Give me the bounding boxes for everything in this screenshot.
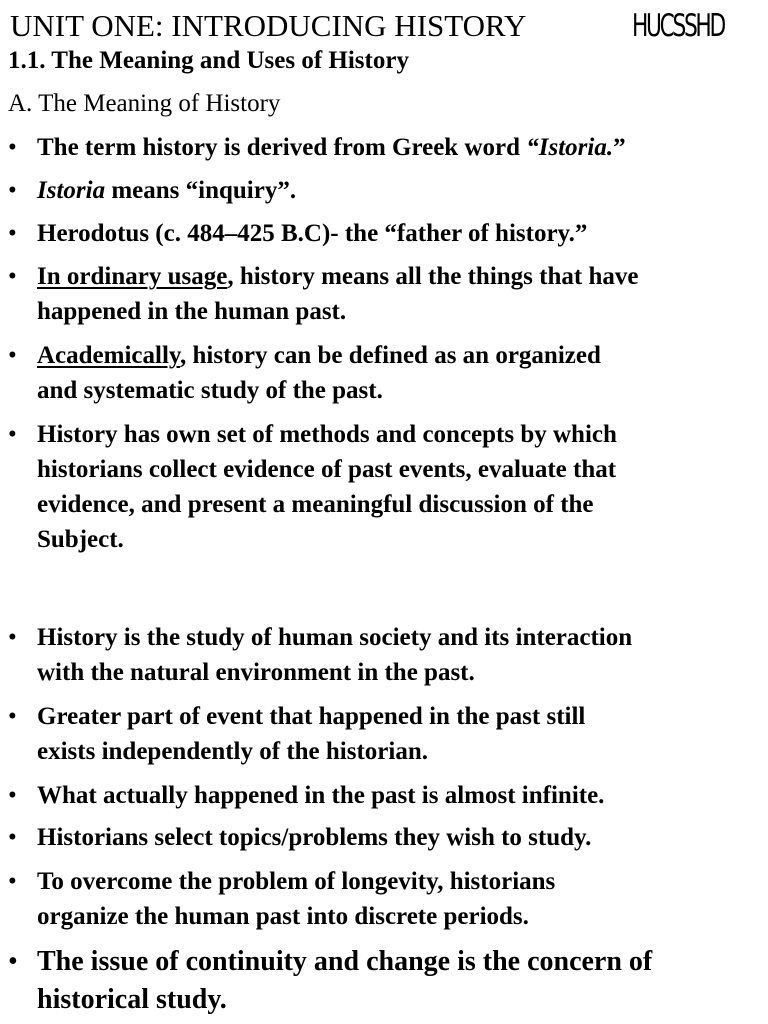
- bullet-icon: •: [8, 824, 17, 851]
- bullet-icon: •: [8, 342, 17, 369]
- bullet-text-line2: historical study.: [37, 984, 227, 1015]
- bullet-text-line3: evidence, and present a meaningful discussion of the: [37, 491, 594, 518]
- bullet-text: , history means all the things that have: [227, 263, 639, 290]
- header: [10, 6, 760, 46]
- bullet-icon: •: [8, 782, 17, 809]
- bullet-icon: •: [8, 703, 17, 730]
- bullet-italic-term: “Istoria.: [526, 134, 614, 161]
- bullet-text-line2: organize the human past into discrete periods.: [37, 903, 529, 930]
- bullet-text-line2: historians collect evidence of past events, evaluate that: [37, 456, 617, 483]
- bullet-icon: •: [8, 624, 17, 651]
- bullet-text: Herodotus (c. 484–425 B.C)- the “father of history.”: [37, 220, 588, 247]
- bullet-text-line1: To overcome the problem of longevity, historians: [37, 868, 556, 895]
- bullet-text-line1: History has own set of methods and concepts by which: [37, 421, 617, 448]
- bullet-text: means “inquiry”.: [105, 177, 297, 204]
- header-mark: HUCSSHD: [632, 8, 724, 44]
- bullet-text: Historians select topics/problems they wish to study.: [37, 824, 592, 851]
- bullet-text-line2: happened in the human past.: [37, 298, 347, 325]
- bullet-text-line2: and systematic study of the past.: [37, 377, 383, 404]
- bullet-text-end: ”: [613, 134, 626, 161]
- bullet-icon: •: [8, 263, 17, 290]
- bullet-icon: •: [8, 946, 18, 977]
- bullet-icon: •: [8, 177, 17, 204]
- bullet-text-line2: with the natural environment in the past.: [37, 659, 475, 686]
- bullet-text-line2: exists independently of the historian.: [37, 738, 429, 765]
- bullet-text-line1: Greater part of event that happened in the past still: [37, 703, 586, 730]
- bullet-icon: •: [8, 134, 17, 161]
- bullet-italic-term: Istoria: [37, 177, 106, 204]
- subsection-title: A. The Meaning of History: [8, 90, 281, 117]
- bullet-icon: •: [8, 220, 17, 247]
- section-title: 1.1. The Meaning and Uses of History: [8, 47, 409, 74]
- bullet-text-line1: History is the study of human society and its interaction: [37, 624, 633, 651]
- bullet-icon: •: [8, 868, 17, 895]
- bullet-text: , history can be defined as an organized: [180, 342, 601, 369]
- bullet-underlined-term: In ordinary usage: [37, 263, 228, 290]
- bullet-text: The term history is derived from Greek word: [37, 134, 527, 161]
- bullet-text-line4: Subject.: [37, 526, 124, 553]
- unit-title: UNIT ONE: INTRODUCING HISTORY: [10, 8, 527, 43]
- bullet-text: What actually happened in the past is almost infinite.: [37, 782, 605, 809]
- bullet-text-line1: The issue of continuity and change is the concern of: [37, 946, 653, 977]
- bullet-underlined-term: Academically: [37, 342, 181, 369]
- bullet-icon: •: [8, 421, 17, 448]
